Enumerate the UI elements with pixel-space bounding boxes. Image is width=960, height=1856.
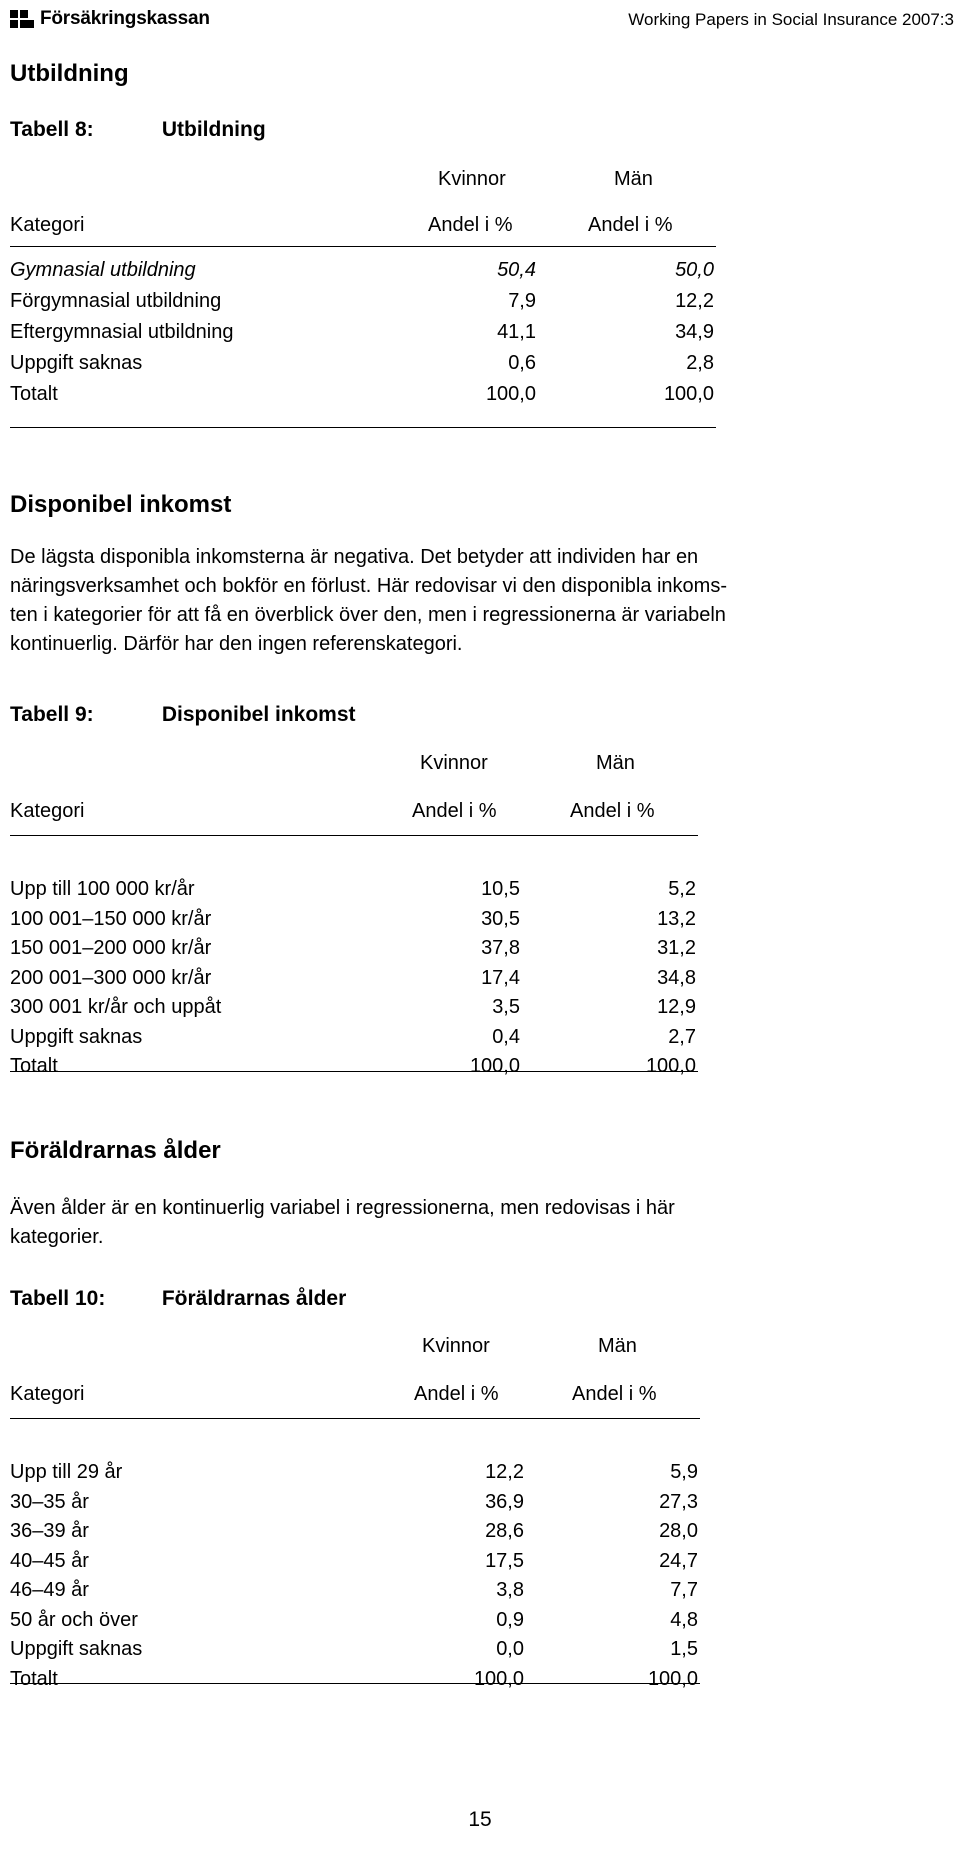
row-category: 50 år och över <box>10 1608 138 1631</box>
row-category: Gymnasial utbildning <box>10 259 196 281</box>
row-category: Förgymnasial utbildning <box>10 290 222 312</box>
row-value-man: 7,7 <box>670 1579 698 1601</box>
row-value-man: 12,9 <box>657 996 696 1018</box>
table-row <box>10 288 714 314</box>
row-value-kvinnor: 28,6 <box>485 1520 524 1542</box>
row-value-kvinnor: 17,5 <box>485 1549 524 1572</box>
table10-col-kvinnor: Kvinnor <box>422 1335 490 1357</box>
paragraph-line: näringsverksamhet och bokför en förlust. Här redovisar vi den disponibla inkoms- <box>10 575 728 597</box>
row-value-kvinnor: 41,1 <box>497 321 536 343</box>
section-title-foraldrarnas-alder: Föräldrarnas ålder <box>10 1137 221 1164</box>
table9-title: Disponibel inkomst <box>161 703 356 726</box>
section-title-utbildning: Utbildning <box>10 60 129 87</box>
table8-col-kategori: Kategori <box>10 214 85 236</box>
row-category: Upp till 29 år <box>10 1461 123 1483</box>
table-row <box>10 1607 698 1633</box>
table8-unit-1: Andel i % <box>428 214 513 236</box>
table-row <box>10 876 696 902</box>
row-category: Totalt <box>10 1667 58 1690</box>
row-value-man: 100,0 <box>645 1055 696 1077</box>
table10-divider <box>10 1418 700 1419</box>
row-category: Uppgift saknas <box>10 1025 143 1048</box>
row-category: 46–49 år <box>10 1579 89 1601</box>
table9-caption <box>10 703 356 727</box>
row-category: Uppgift saknas <box>10 352 143 374</box>
row-value-man: 13,2 <box>657 907 696 930</box>
row-value-man: 24,7 <box>659 1549 698 1572</box>
row-value-man: 5,2 <box>668 878 696 900</box>
table9-col-kategori: Kategori <box>10 800 85 822</box>
row-value-kvinnor: 100,0 <box>469 1055 520 1077</box>
row-category: 40–45 år <box>10 1549 89 1572</box>
row-value-man: 34,8 <box>657 966 696 989</box>
section3-paragraph <box>10 1194 958 1252</box>
row-value-man: 27,3 <box>659 1490 698 1513</box>
paragraph-line: ten i kategorier för att få en överblick över den, men i regressionerna är variabeln <box>10 604 726 626</box>
row-category: 100 001–150 000 kr/år <box>10 907 212 930</box>
row-category: 36–39 år <box>10 1520 89 1542</box>
logo-icon <box>10 10 36 28</box>
logo-text: Försäkringskassan <box>40 8 210 29</box>
row-value-kvinnor: 3,5 <box>492 996 520 1018</box>
table9-unit-1: Andel i % <box>412 800 497 822</box>
table9-unit-2: Andel i % <box>570 800 655 822</box>
table10-unit-2: Andel i % <box>572 1383 657 1405</box>
table-row <box>10 1053 696 1079</box>
row-category: Totalt <box>10 1055 58 1077</box>
row-value-kvinnor: 7,9 <box>508 290 536 312</box>
row-value-kvinnor: 100,0 <box>485 383 536 405</box>
row-value-kvinnor: 100,0 <box>473 1667 524 1690</box>
table-row <box>10 965 696 991</box>
section-title-disponibel-inkomst: Disponibel inkomst <box>10 491 232 518</box>
table-row <box>10 319 714 345</box>
row-value-kvinnor: 50,4 <box>497 259 536 281</box>
table-row <box>10 1459 698 1485</box>
table10-caption <box>10 1287 346 1311</box>
table9-label: Tabell 9: <box>10 703 94 726</box>
table10-col-kategori: Kategori <box>10 1383 85 1405</box>
table-row <box>10 1666 698 1692</box>
table-row <box>10 994 696 1020</box>
table10-label: Tabell 10: <box>10 1287 106 1310</box>
row-value-man: 28,0 <box>659 1520 698 1542</box>
row-value-man: 12,2 <box>675 290 714 312</box>
row-value-man: 5,9 <box>670 1461 698 1483</box>
row-value-man: 1,5 <box>670 1638 698 1660</box>
row-value-man: 2,8 <box>686 352 714 374</box>
table-row <box>10 1024 696 1050</box>
row-value-man: 100,0 <box>647 1667 698 1690</box>
table8-caption <box>10 118 266 142</box>
row-value-man: 100,0 <box>663 383 714 405</box>
row-value-man: 34,9 <box>675 321 714 343</box>
row-value-kvinnor: 37,8 <box>481 937 520 959</box>
row-value-kvinnor: 0,6 <box>508 352 536 374</box>
row-value-kvinnor: 10,5 <box>481 878 520 900</box>
table-row <box>10 1636 698 1662</box>
row-category: Eftergymnasial utbildning <box>10 321 234 343</box>
table-row <box>10 1548 698 1574</box>
row-value-kvinnor: 36,9 <box>485 1490 524 1513</box>
table-row <box>10 935 696 961</box>
table-row <box>10 1489 698 1515</box>
table9-col-kvinnor: Kvinnor <box>420 752 488 774</box>
row-value-kvinnor: 3,8 <box>496 1579 524 1601</box>
table-row <box>10 350 714 376</box>
row-value-kvinnor: 17,4 <box>481 966 520 989</box>
paragraph-line: kontinuerlig. Därför har den ingen referenskategori. <box>10 633 463 655</box>
page-header <box>10 4 954 34</box>
table8-bottom-rule <box>10 427 716 428</box>
row-category: Uppgift saknas <box>10 1638 143 1660</box>
logo <box>10 8 210 30</box>
row-category: 200 001–300 000 kr/år <box>10 966 212 989</box>
table9-divider <box>10 835 698 836</box>
row-value-kvinnor: 0,0 <box>496 1638 524 1660</box>
series-title: Working Papers in Social Insurance 2007:3 <box>628 10 954 29</box>
table8-title: Utbildning <box>161 118 266 141</box>
table-row <box>10 1577 698 1603</box>
paragraph-line: kategorier. <box>10 1226 104 1248</box>
row-value-man: 31,2 <box>657 937 696 959</box>
row-value-kvinnor: 0,9 <box>496 1608 524 1631</box>
paragraph-line: Även ålder är en kontinuerlig variabel i regressionerna, men redovisas i här <box>10 1197 675 1219</box>
paragraph-line: De lägsta disponibla inkomsterna är negativa. Det betyder att individen har en <box>10 546 699 568</box>
table10-col-man: Män <box>598 1335 637 1357</box>
table8-col-man: Män <box>614 168 653 190</box>
table-row <box>10 1518 698 1544</box>
table-row <box>10 906 696 932</box>
row-value-man: 2,7 <box>668 1025 696 1048</box>
table8-col-kvinnor: Kvinnor <box>438 168 506 190</box>
table-row <box>10 381 714 407</box>
row-category: 300 001 kr/år och uppåt <box>10 996 222 1018</box>
row-value-man: 50,0 <box>675 259 714 281</box>
row-value-kvinnor: 0,4 <box>492 1025 520 1048</box>
row-value-man: 4,8 <box>670 1608 698 1631</box>
row-category: 150 001–200 000 kr/år <box>10 937 212 959</box>
page-number: 15 <box>468 1808 492 1831</box>
table-row <box>10 257 714 283</box>
row-value-kvinnor: 12,2 <box>485 1461 524 1483</box>
table10-title: Föräldrarnas ålder <box>161 1287 347 1310</box>
table8-unit-2: Andel i % <box>588 214 673 236</box>
row-category: Totalt <box>10 383 58 405</box>
table8-divider <box>10 246 716 247</box>
table9-col-man: Män <box>596 752 635 774</box>
section2-paragraph <box>10 543 958 659</box>
table10-unit-1: Andel i % <box>414 1383 499 1405</box>
row-category: 30–35 år <box>10 1490 89 1513</box>
row-value-kvinnor: 30,5 <box>481 907 520 930</box>
table8-label: Tabell 8: <box>10 118 94 141</box>
row-category: Upp till 100 000 kr/år <box>10 878 195 900</box>
